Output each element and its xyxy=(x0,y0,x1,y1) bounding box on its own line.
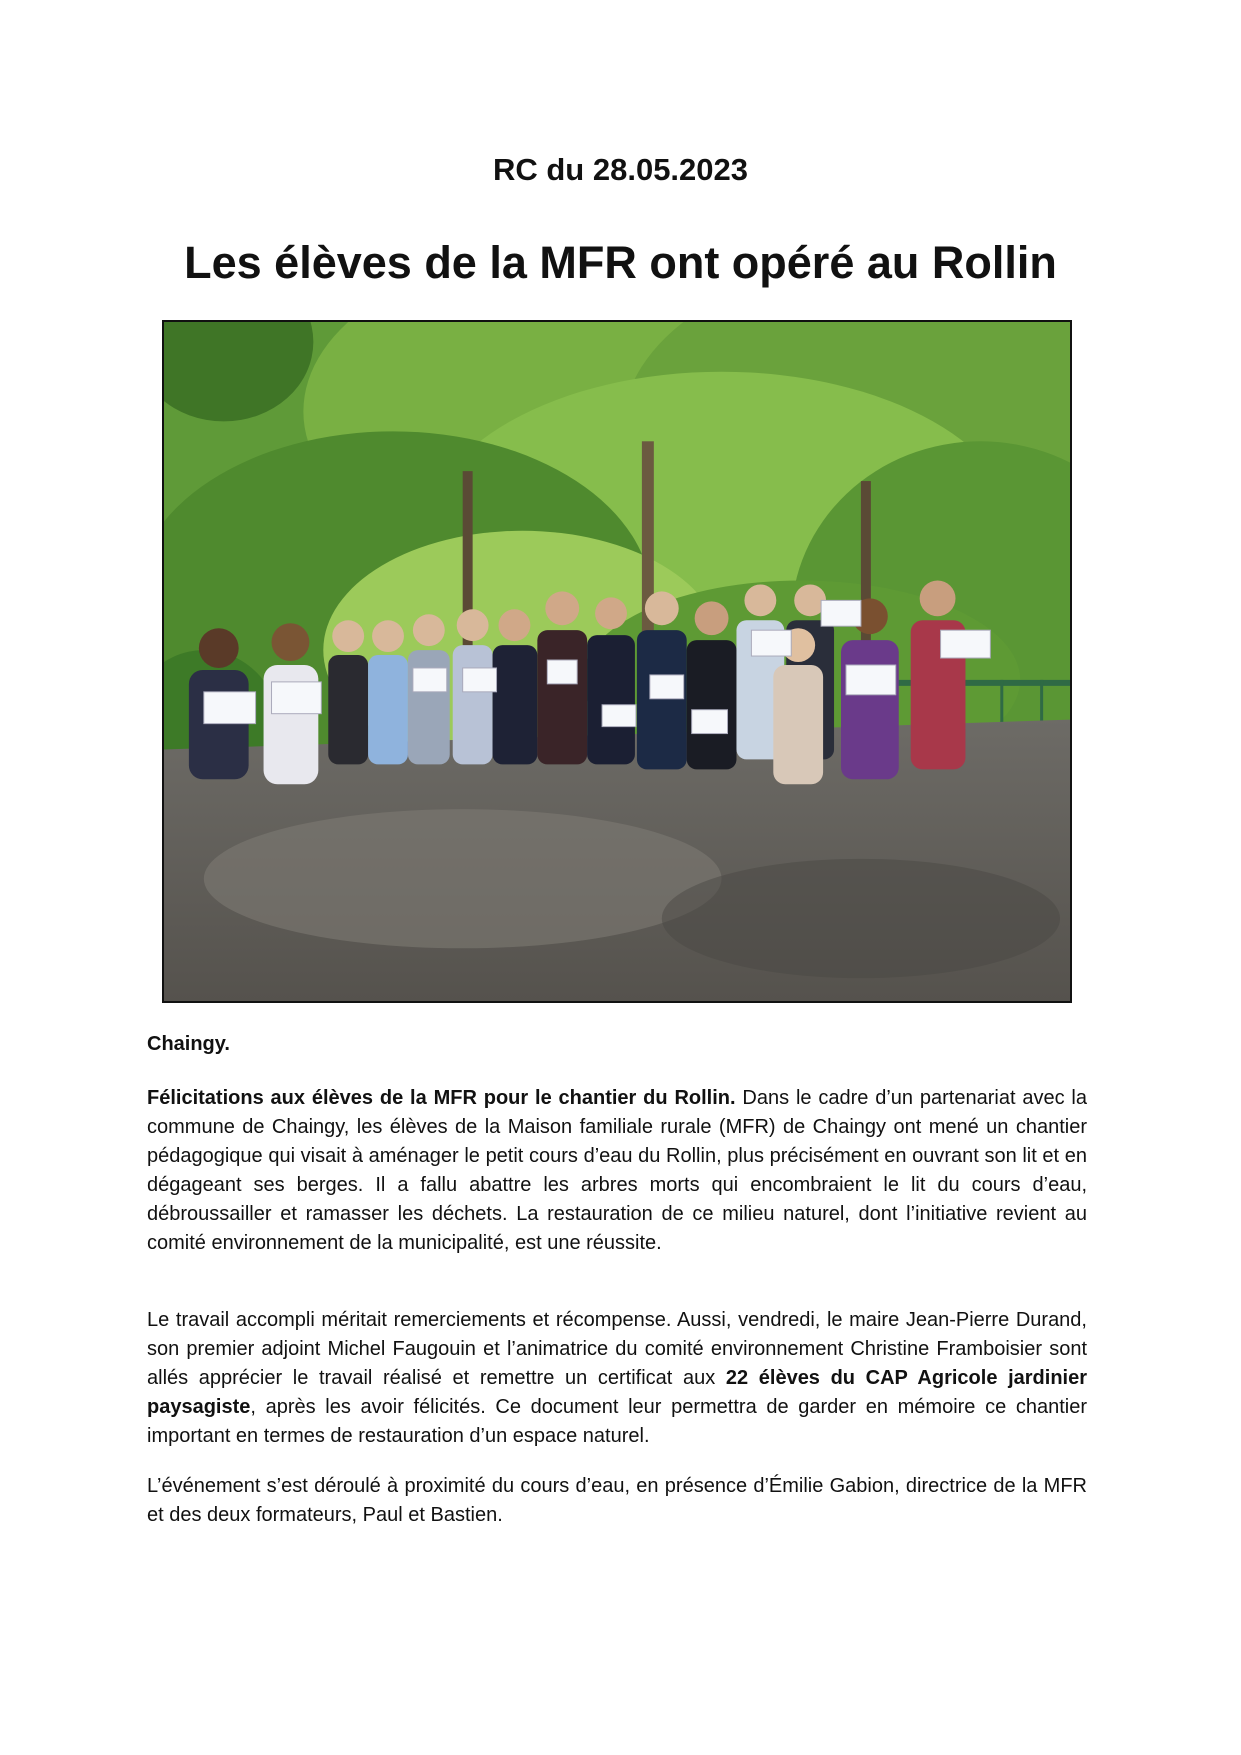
paragraph-3: L’événement s’est déroulé à proximité du cours d’eau, en présence d’Émilie Gabion, directrice de la MFR et des deux formateurs, Paul et Bastien. xyxy=(147,1475,1087,1526)
dateline-place: Chaingy. xyxy=(147,1033,230,1055)
paragraph-2-text-b: , après les avoir félicités. Ce document leur permettra de garder en mémoire ce chantier important en termes de restauration d’un espace naturel. xyxy=(147,1396,1087,1447)
paragraph-2-text-a: Le travail accompli méritait remerciements et récompense. Aussi, vendredi, le maire Jean-Pierre Durand, son premier adjoint Michel Faugouin et l’animatrice du comité environnement Christine Framboisier sont allés apprécier le travail réalisé et remettre un certificat aux xyxy=(147,1309,1087,1389)
paragraph-1-lead: Félicitations aux élèves de la MFR pour le chantier du Rollin. xyxy=(147,1087,736,1109)
article-photo xyxy=(162,320,1072,1003)
paragraph-2 xyxy=(147,1306,1087,1451)
paragraph-1-body: Dans le cadre d’un partenariat avec la commune de Chaingy, les élèves de la Maison familiale rurale (MFR) de Chaingy ont mené un chantier pédagogique qui visait à aménager le petit cours d’eau du Rollin, plus précisément en ouvrant son lit et en dégageant ses berges. Il a fallu abattre les arbres morts qui encombraient le lit du cours d’eau, débroussailler et ramasser les déchets. La restauration de ce milieu naturel, dont l’initiative revient au comité environnement de la municipalité, est une réussite. xyxy=(147,1087,1087,1254)
headline: Les élèves de la MFR ont opéré au Rollin xyxy=(184,237,1057,288)
group-photo-icon xyxy=(164,322,1070,1001)
date-line: RC du 28.05.2023 xyxy=(492,152,749,187)
paragraph-2-bold: 22 élèves du CAP Agricole jardinier paysagiste xyxy=(147,1367,1087,1418)
paragraph-1 xyxy=(147,1084,1087,1258)
